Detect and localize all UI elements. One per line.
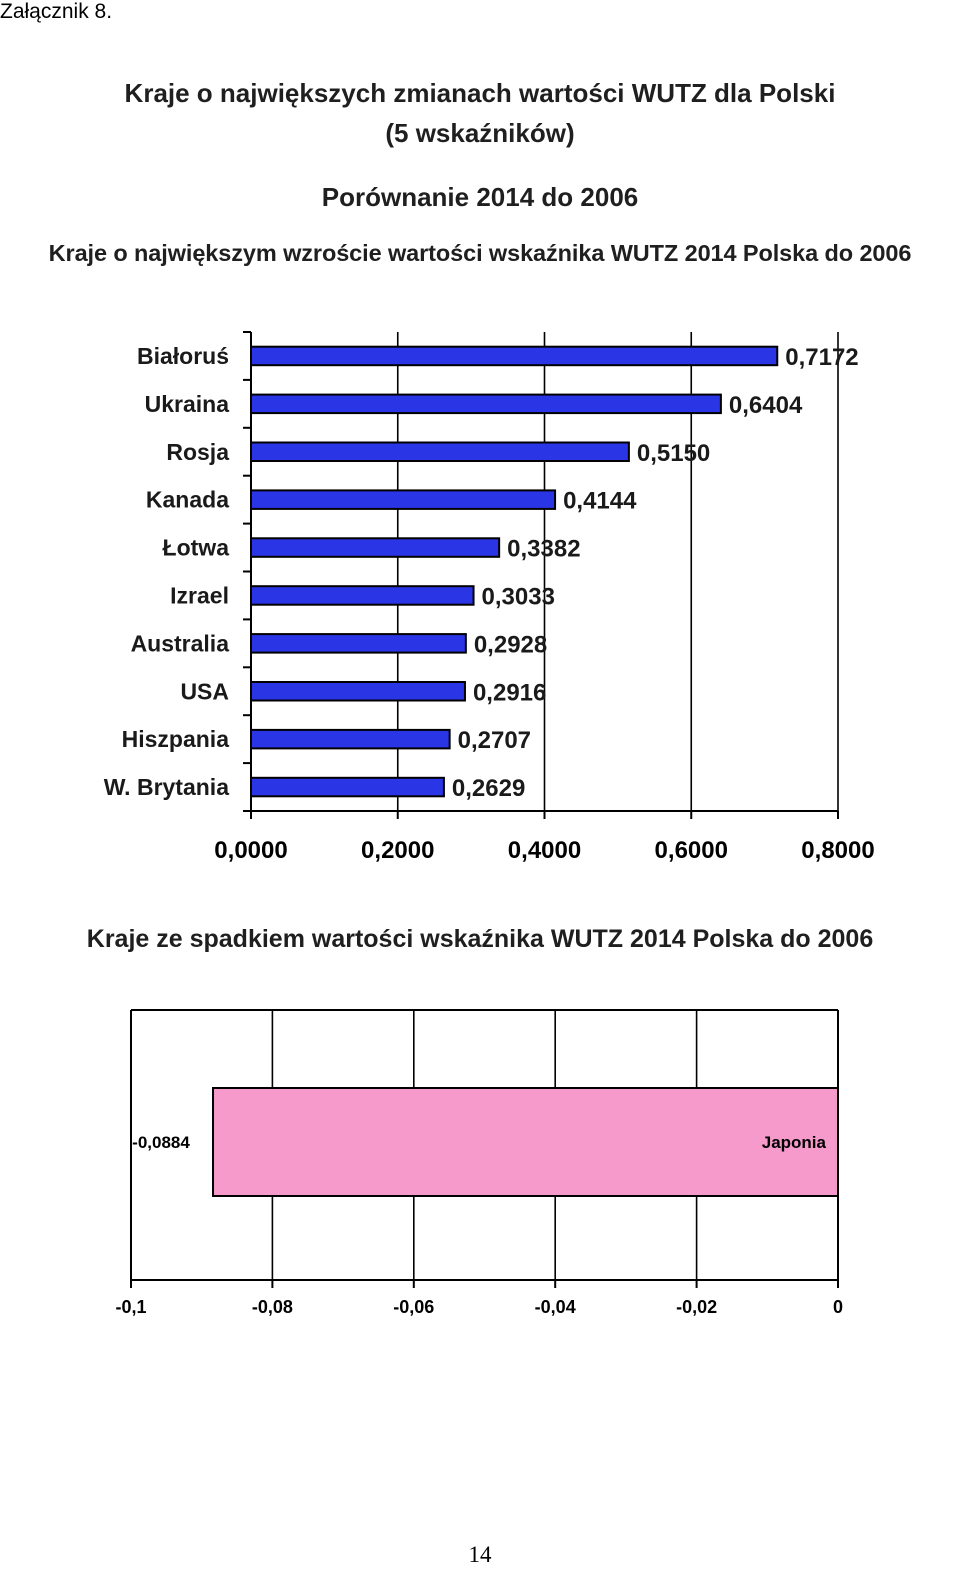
category-label: Rosja [166, 438, 229, 465]
data-label: -0,0884 [132, 1133, 190, 1152]
x-tick-label: -0,08 [251, 1297, 293, 1317]
data-label: 0,4144 [563, 487, 637, 515]
bar [213, 1088, 838, 1196]
x-tick-label: 0 [832, 1297, 844, 1317]
x-tick-label: 0,2000 [361, 837, 435, 864]
attachment-label: Załącznik 8. [0, 0, 113, 23]
category-label: Izrael [170, 582, 229, 609]
data-label: 0,3382 [507, 535, 581, 563]
category-label: Białoruś [136, 342, 229, 369]
data-label: 0,6404 [728, 391, 803, 419]
document-title: Kraje o największych zmianach wartości WUTZ dla Polski [124, 78, 836, 108]
data-label: 0,2916 [472, 679, 547, 707]
data-label: 0,5150 [636, 439, 711, 467]
x-tick-label: -0,1 [115, 1297, 147, 1317]
data-label: 0,2707 [457, 727, 532, 755]
x-tick-label: 0,6000 [654, 837, 728, 864]
x-tick-label: -0,06 [393, 1297, 435, 1317]
increase-chart-title: Kraje o największym wzroście wartości wskaźnika WUTZ 2014 Polska do 2006 [48, 240, 912, 266]
x-tick-label: 0,0000 [214, 837, 288, 864]
x-tick-label: -0,02 [676, 1297, 718, 1317]
comparison-heading: Porównanie 2014 do 2006 [321, 182, 639, 212]
category-label: Łotwa [162, 534, 229, 561]
data-label: 0,3033 [481, 583, 555, 611]
data-label: 0,2629 [451, 775, 526, 803]
category-label: USA [180, 678, 229, 705]
page-number: 14 [468, 1542, 492, 1567]
category-label: Kanada [145, 486, 229, 513]
category-label: Hiszpania [121, 726, 229, 753]
category-label: Japonia [761, 1133, 826, 1152]
x-tick-label: -0,04 [534, 1297, 576, 1317]
data-label: 0,7172 [785, 343, 859, 371]
x-tick-label: 0,4000 [507, 837, 582, 864]
decrease-chart-title: Kraje ze spadkiem wartości wskaźnika WUTZ 2014 Polska do 2006 [86, 925, 874, 953]
document-subtitle: (5 wskaźników) [385, 118, 575, 148]
data-label: 0,2928 [473, 631, 548, 659]
x-tick-label: 0,8000 [801, 837, 875, 864]
category-label: W. Brytania [103, 774, 229, 801]
category-label: Ukraina [144, 390, 229, 417]
category-label: Australia [130, 630, 229, 657]
